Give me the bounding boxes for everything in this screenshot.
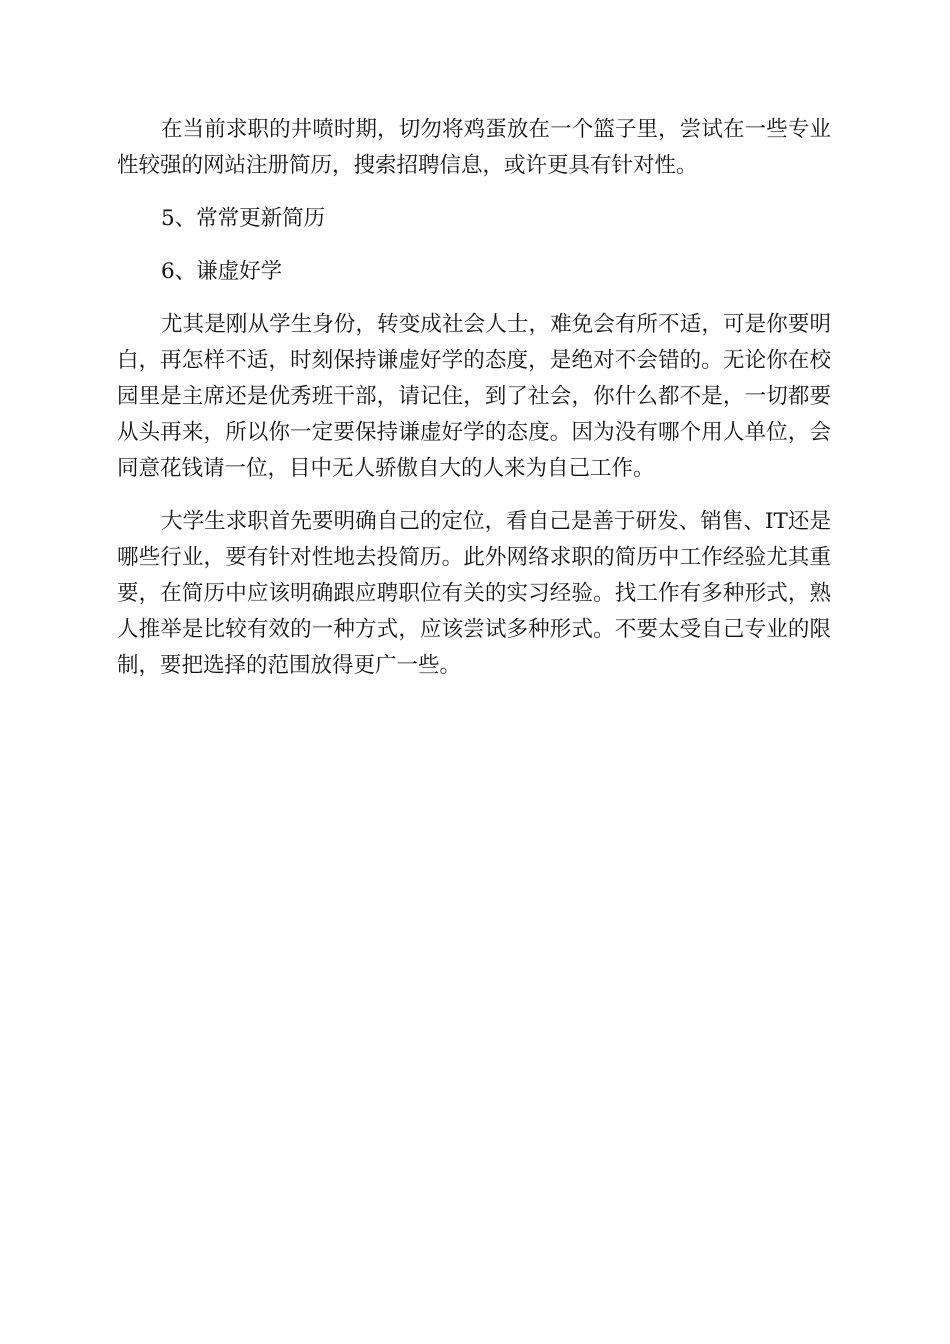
section-heading-update-resume: 5、常常更新简历	[161, 206, 326, 231]
paragraph-humble-attitude: 尤其是刚从学生身份，转变成社会人士，难免会有所不适，可是你要明白，再怎样不适，时刻保持谦虚好学的态度，是绝对不会错的。无论你在校园里是主席还是优秀班干部，请记住，到了社会，你什么都不是，一切都要从头再来，所以你一定要保持谦虚好学的态度。因为没有哪个用人单位，会同意花钱请一位，目中无人骄傲自大的人来为自己工作。	[117, 312, 831, 481]
paragraph-job-search-diversify: 在当前求职的井喷时期，切勿将鸡蛋放在一个篮子里，尝试在一些专业性较强的网站注册简历，搜索招聘信息，或许更具有针对性。	[117, 117, 831, 178]
paragraph-positioning-advice: 大学生求职首先要明确自己的定位，看自己是善于研发、销售、IT还是哪些行业，要有针对性地去投简历。此外网络求职的简历中工作经验尤其重要，在简历中应该明确跟应聘职位有关的实习经验。找工作有多种形式，熟人推举是比较有效的一种方式，应该尝试多种形式。不要太受自己专业的限制，要把选择的范围放得更广一些。	[117, 509, 831, 678]
section-heading-be-humble: 6、谦虚好学	[161, 259, 283, 284]
document-body	[117, 112, 831, 701]
